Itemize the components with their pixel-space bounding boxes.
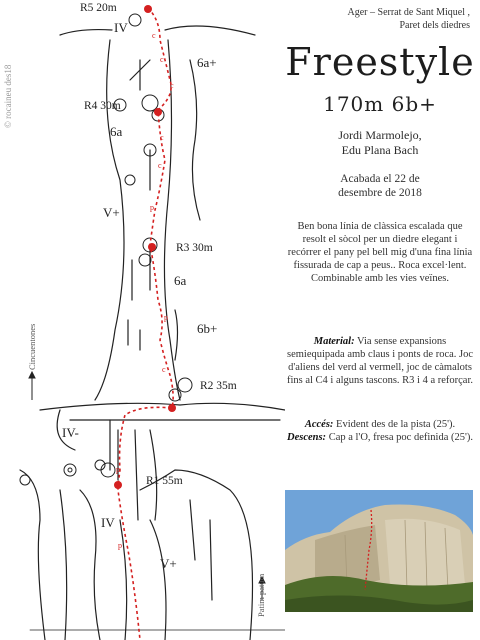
grade-label: V+	[103, 205, 120, 220]
access-text: Evident des de la pista (25').	[333, 419, 456, 430]
svg-text:c: c	[158, 161, 162, 170]
grade-label: 6a+	[197, 55, 217, 70]
side-label-left: Cincuentones	[27, 323, 37, 370]
relay-label-r1: R1 55m	[146, 475, 183, 487]
access-label: Accés:	[304, 419, 334, 430]
material-label: Material:	[313, 336, 355, 347]
finished-date	[285, 172, 475, 200]
descent-label: Descens:	[286, 432, 327, 443]
material-text: Via sense expansions semiequipada amb claus i ponts de roca. Joc d'aliens del verd al vermell, joc de càmalots fins al C4 i alguns tascons. R3 i 4 a reforçar.	[286, 336, 474, 386]
grade-label: 6b+	[197, 321, 218, 336]
side-label-right: Patim patum	[256, 573, 266, 617]
author-line1: Jordi Marmolejo,	[338, 128, 422, 142]
svg-text:c: c	[152, 31, 156, 40]
grade-label: IV-	[62, 425, 79, 440]
description: Ben bona línia de clàssica escalada que resolt el sòcol per un diedre elegant i recórrer el pany pel bell mig d'una fina línia fissurada de cap a peus.. Roca excel·lent. Combinable amb les vies veïnes.	[287, 221, 473, 284]
relay-label-r2: R2 35m	[200, 380, 237, 392]
location	[300, 6, 470, 32]
grade-label: IV	[114, 20, 128, 35]
svg-text:p: p	[118, 541, 122, 550]
credit-label: © rocaineu des18	[3, 64, 13, 128]
svg-text:c: c	[170, 81, 174, 90]
descent-text: Cap a l'O, fresa poc definida (25').	[326, 432, 474, 443]
authors	[285, 128, 475, 158]
svg-text:p: p	[164, 313, 168, 322]
grade-label: V+	[160, 556, 177, 571]
relay-label-r3: R3 30m	[176, 242, 213, 254]
relay-label-r5: R5 20m	[80, 2, 117, 14]
route-title: Freestyle	[285, 40, 475, 84]
route-subtitle: 170m 6b+	[323, 92, 437, 116]
svg-text:p: p	[116, 465, 120, 474]
finished-line1: Acabada el 22 de	[340, 173, 420, 185]
finished-line2: desembre de 2018	[338, 187, 422, 199]
grade-label: 6a	[110, 124, 123, 139]
svg-text:p: p	[150, 203, 154, 212]
access-paragraph	[286, 418, 474, 444]
location-line2: Paret dels diedres	[399, 20, 470, 31]
author-line2: Edu Plana Bach	[341, 143, 419, 157]
wall-photo	[285, 490, 473, 612]
relay-label-r4: R4 30m	[84, 100, 121, 112]
svg-text:c: c	[160, 55, 164, 64]
grade-label: 6a	[174, 273, 187, 288]
svg-text:c: c	[162, 365, 166, 374]
location-line1: Ager – Serrat de Sant Miquel ,	[347, 7, 470, 18]
grade-label: IV	[101, 515, 115, 530]
material-paragraph	[286, 335, 474, 387]
svg-text:c: c	[160, 133, 164, 142]
